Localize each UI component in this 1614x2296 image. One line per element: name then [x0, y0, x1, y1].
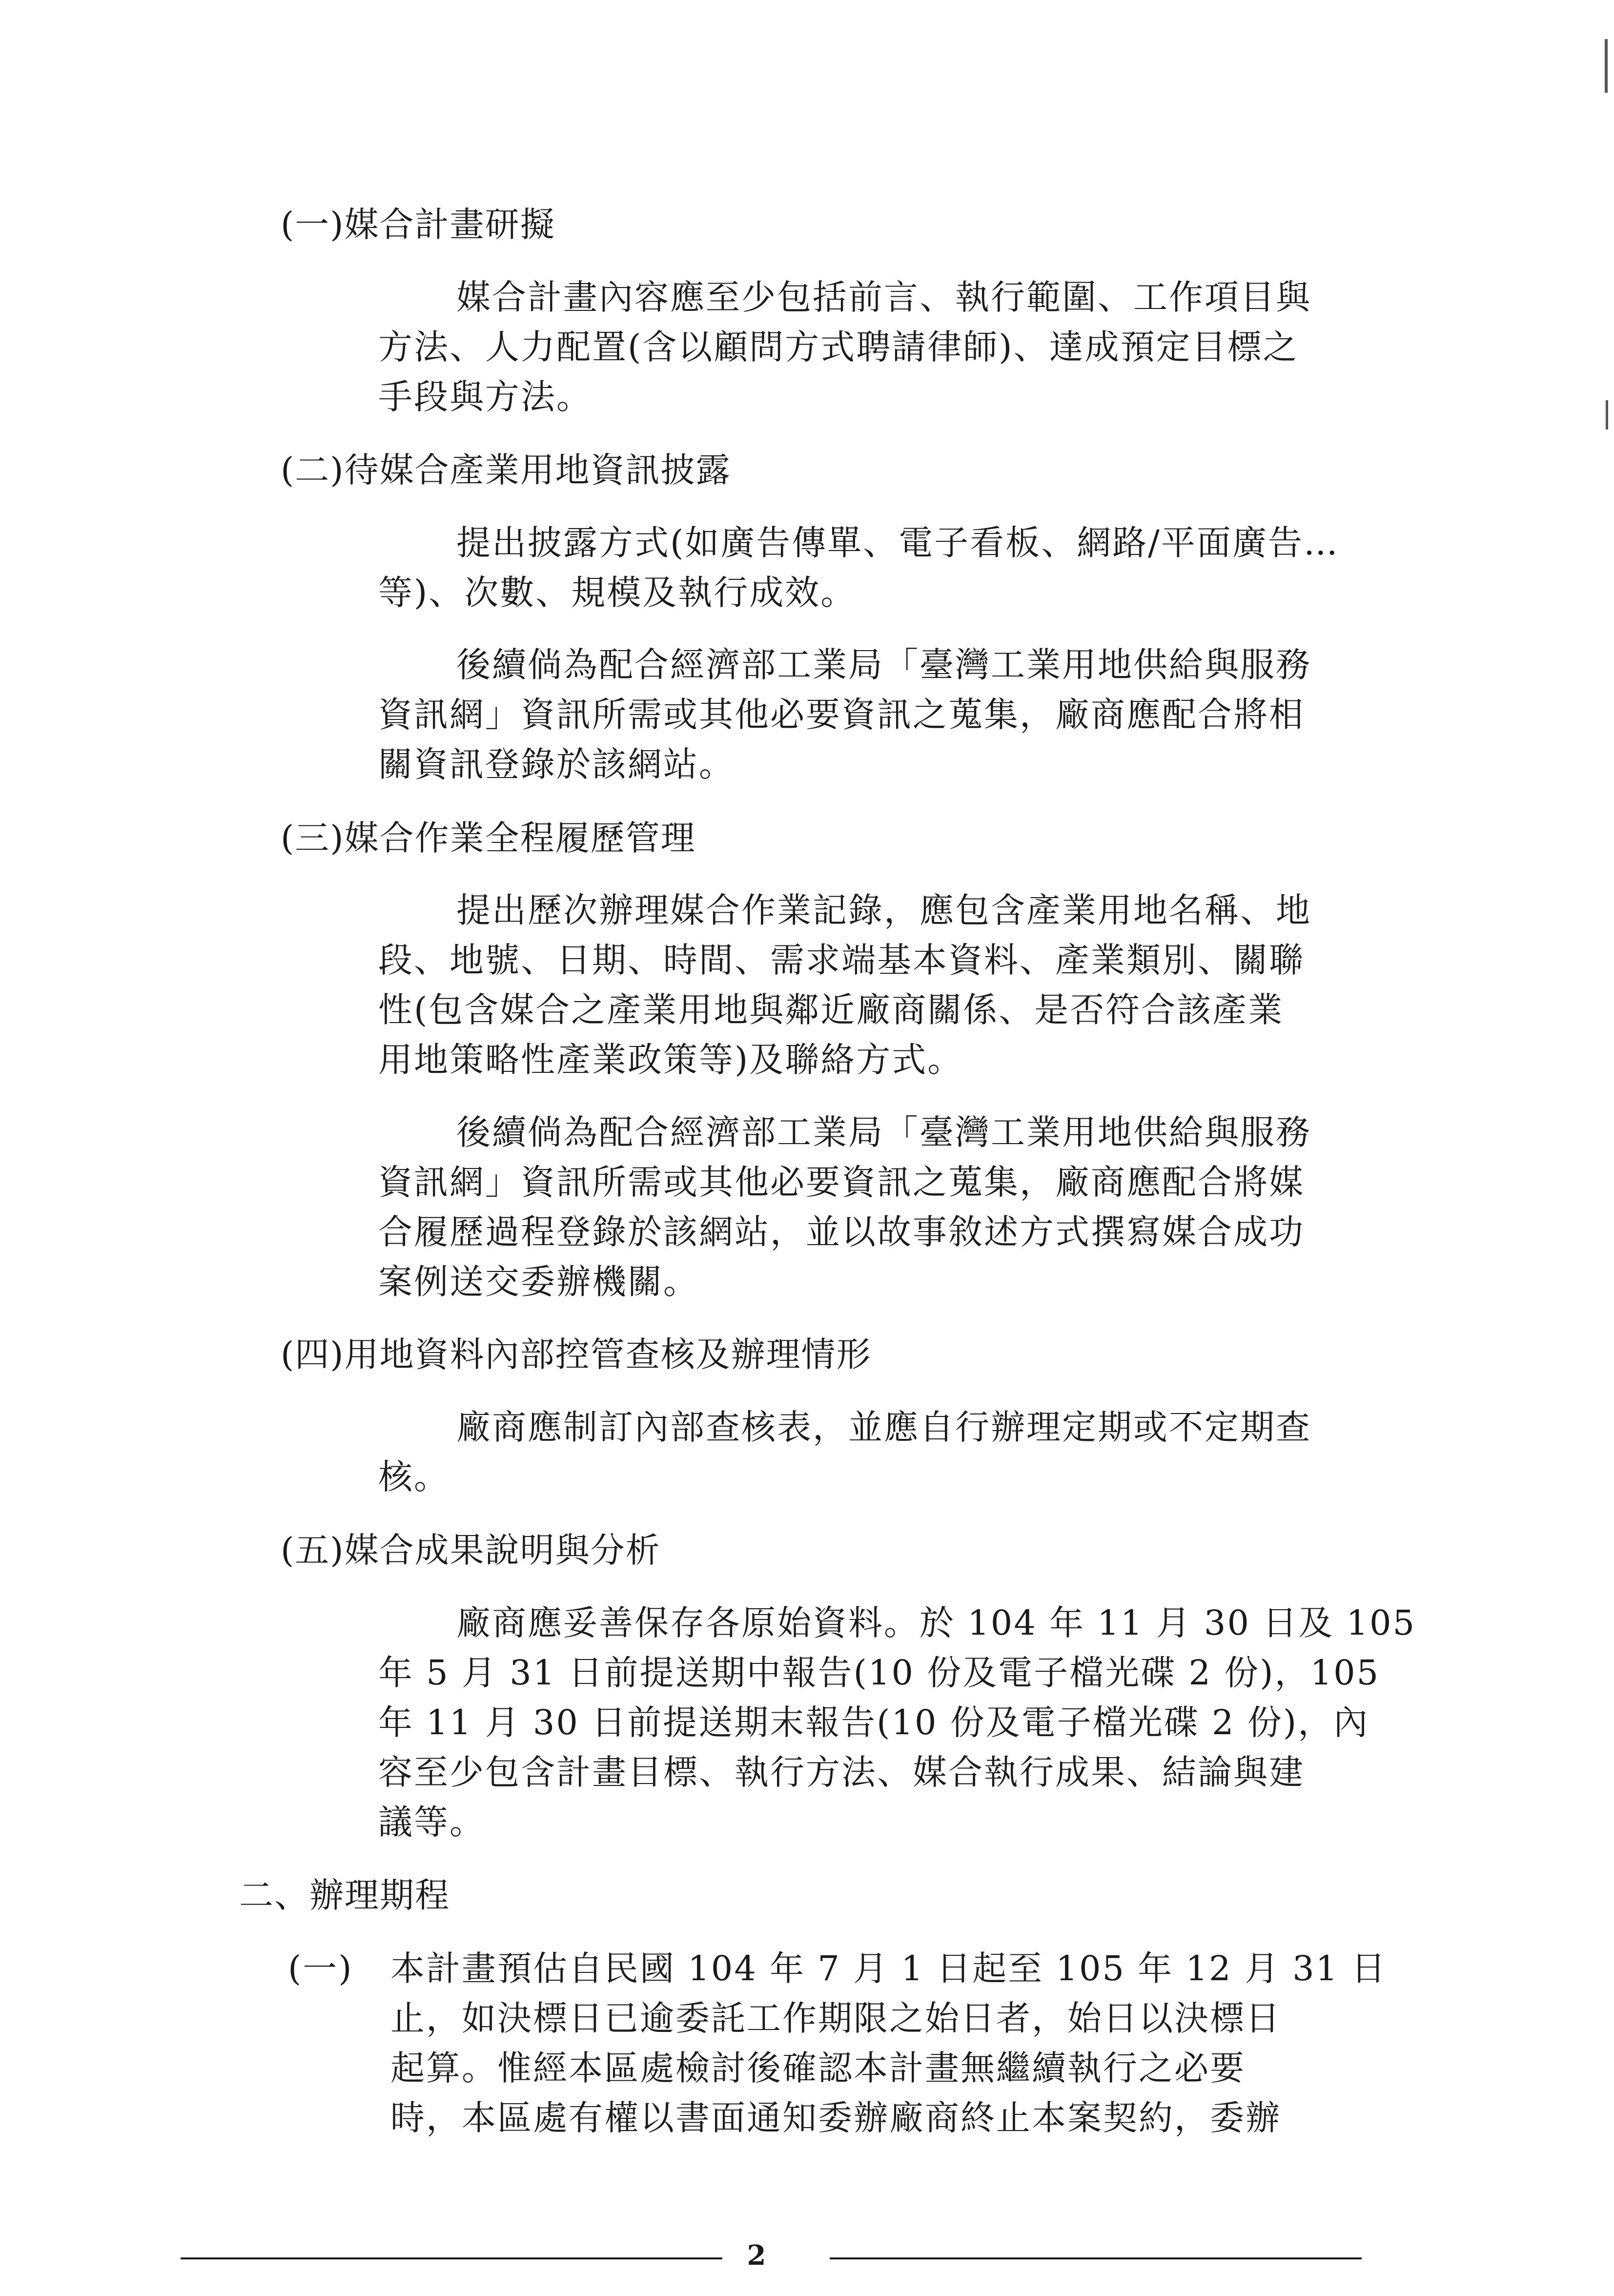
scan-edge-mark	[1606, 400, 1608, 430]
paragraph-line: 本計畫預估自民國 104 年 7 月 1 日起至 105 年 12 月 31 日	[390, 1948, 1387, 1988]
paragraph-line: 止，如決標日已逾委託工作期限之始日者，始日以決標日	[390, 1998, 1281, 2038]
paragraph-line: 核。	[378, 1457, 449, 1497]
part-heading-2: 二、辦理期程	[239, 1875, 450, 1915]
section-heading-3: (三)媒合作業全程履歷管理	[281, 818, 696, 858]
paragraph-line: 容至少包含計畫目標、執行方法、媒合執行成果、結論與建	[378, 1752, 1305, 1792]
paragraph-line: 媒合計畫內容應至少包括前言、執行範圍、工作項目與	[456, 277, 1311, 317]
paragraph-line: 手段與方法。	[378, 377, 592, 417]
paragraph-line: 年 5 月 31 日前提送期中報告(10 份及電子檔光碟 2 份)，105	[378, 1653, 1380, 1693]
paragraph-line: 後續倘為配合經濟部工業局「臺灣工業用地供給與服務	[456, 645, 1311, 685]
paragraph-line: 關資訊登錄於該網站。	[378, 744, 735, 784]
paragraph-line: 提出披露方式(如廣告傳單、電子看板、網路/平面廣告…	[456, 523, 1339, 563]
paragraph-line: 廠商應制訂內部查核表，並應自行辦理定期或不定期查	[456, 1407, 1311, 1447]
paragraph-line: 資訊網」資訊所需或其他必要資訊之蒐集，廠商應配合將媒	[378, 1162, 1305, 1202]
paragraph-line: 性(包含媒合之產業用地與鄰近廠商關係、是否符合該產業	[378, 990, 1284, 1030]
paragraph-line: 案例送交委辦機關。	[378, 1262, 699, 1302]
paragraph-line: 資訊網」資訊所需或其他必要資訊之蒐集，廠商應配合將相	[378, 695, 1305, 735]
section-heading-5: (五)媒合成果說明與分析	[281, 1530, 661, 1570]
paragraph-line: 方法、人力配置(含以顧問方式聘請律師)、達成預定目標之	[378, 327, 1299, 367]
page-number: 2	[747, 2239, 766, 2272]
paragraph-line: 時，本區處有權以書面通知委辦廠商終止本案契約，委辦	[390, 2098, 1281, 2138]
list-item-label: (一)	[288, 1948, 353, 1988]
paragraph-line: 等)、次數、規模及執行成效。	[378, 573, 857, 613]
section-heading-1: (一)媒合計畫研擬	[281, 205, 555, 245]
footer-rule-right	[830, 2257, 1362, 2259]
section-heading-4: (四)用地資料內部控管查核及辦理情形	[281, 1334, 872, 1374]
footer-rule-left	[181, 2257, 722, 2259]
scan-edge-mark	[1605, 39, 1608, 93]
section-heading-2: (二)待媒合產業用地資訊披露	[281, 450, 731, 490]
paragraph-line: 議等。	[378, 1802, 485, 1842]
paragraph-line: 提出歷次辦理媒合作業記錄，應包含產業用地名稱、地	[456, 890, 1311, 930]
paragraph-line: 廠商應妥善保存各原始資料。於 104 年 11 月 30 日及 105	[456, 1603, 1416, 1643]
paragraph-line: 段、地號、日期、時間、需求端基本資料、產業類別、關聯	[378, 940, 1305, 980]
paragraph-line: 合履歷過程登錄於該網站，並以故事敘述方式撰寫媒合成功	[378, 1212, 1305, 1252]
paragraph-line: 年 11 月 30 日前提送期末報告(10 份及電子檔光碟 2 份)，內	[378, 1702, 1369, 1742]
paragraph-line: 起算。惟經本區處檢討後確認本計畫無繼續執行之必要	[390, 2048, 1246, 2088]
paragraph-line: 用地策略性產業政策等)及聯絡方式。	[378, 1040, 963, 1080]
paragraph-line: 後續倘為配合經濟部工業局「臺灣工業用地供給與服務	[456, 1112, 1311, 1152]
